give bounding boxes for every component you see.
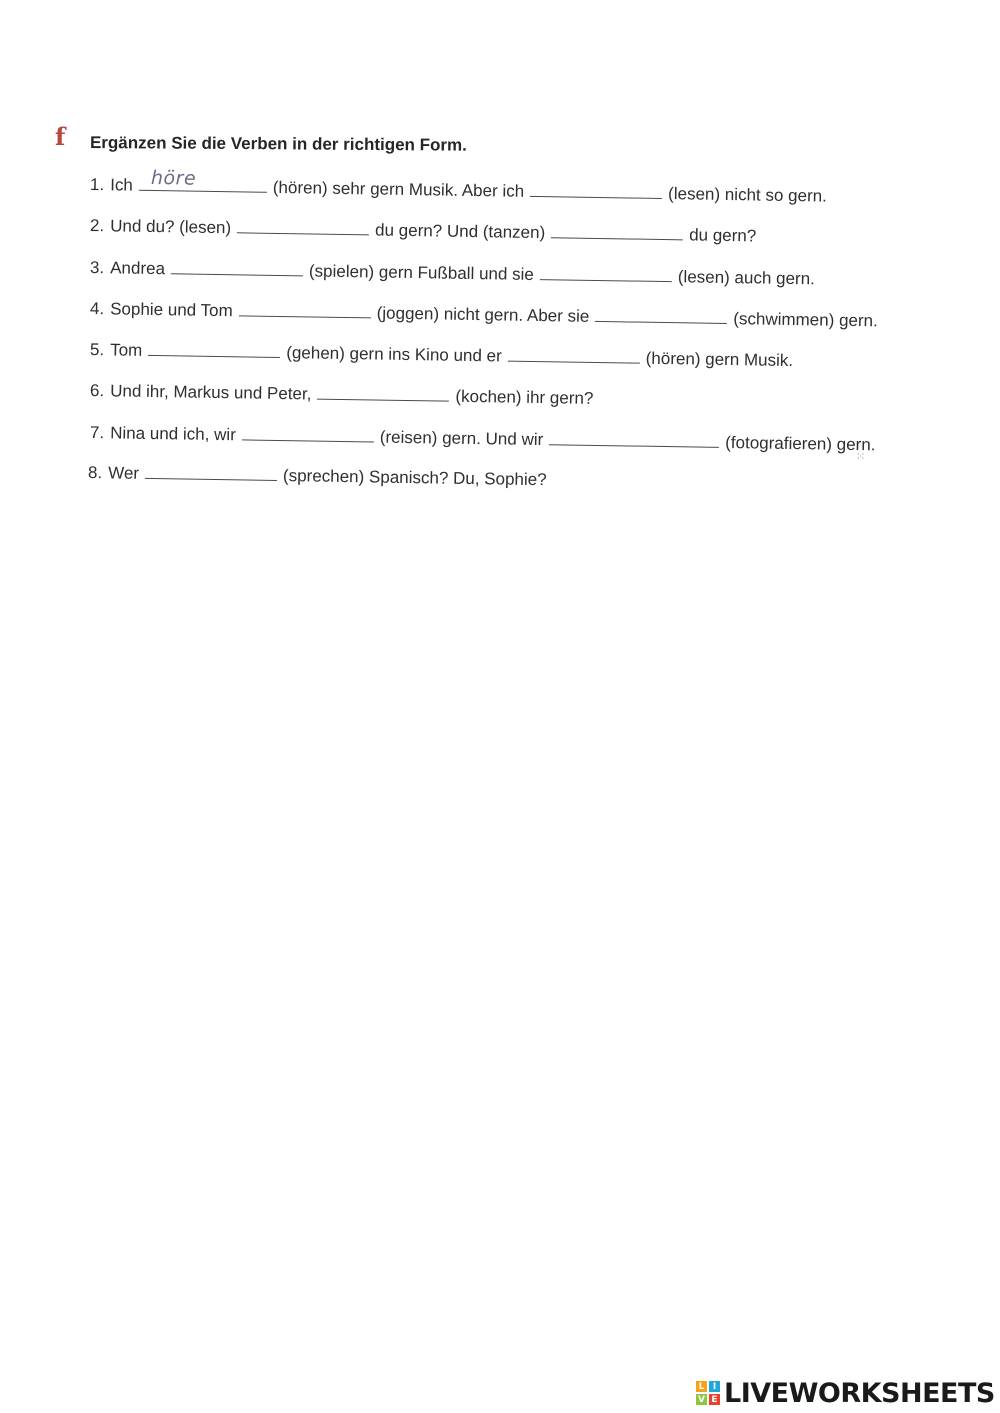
logo-mark-letter: L: [696, 1381, 707, 1392]
logo-mark-icon: [696, 1381, 720, 1405]
exercise-text: (hören) gern Musik.: [645, 348, 794, 371]
exercise-text: Und ihr, Markus und Peter,: [110, 381, 312, 404]
exercise-text: Ich: [110, 175, 134, 195]
exercise-text: (gehen) gern ins Kino und er: [286, 343, 502, 366]
answer-gap-3a[interactable]: [171, 257, 303, 276]
handwritten-answer: höre: [150, 166, 197, 190]
answer-gap-8a[interactable]: [145, 462, 277, 481]
exercise-item-5: [90, 338, 793, 371]
exercise-text: du gern? Und (tanzen): [374, 220, 546, 243]
exercise-text: Nina und ich, wir: [110, 423, 236, 445]
exercise-item-4: [90, 297, 878, 331]
exercise-text: (hören) sehr gern Musik. Aber ich: [272, 177, 525, 201]
exercise-number: 7.: [89, 423, 105, 443]
exercise-number: 1.: [89, 175, 105, 195]
scan-smudge: ⁙: [856, 451, 866, 463]
exercise-text: Andrea: [110, 258, 166, 279]
exercise-item-8: [88, 461, 547, 490]
logo-mark-letter: I: [709, 1381, 720, 1392]
answer-gap-6a[interactable]: [317, 383, 449, 402]
exercise-list: [0, 0, 1000, 600]
answer-gap-1b[interactable]: [530, 180, 662, 199]
exercise-item-1: [89, 166, 828, 207]
answer-gap-7a[interactable]: [242, 423, 374, 442]
logo-mark-letter: V: [696, 1394, 707, 1405]
answer-gap-2a[interactable]: [237, 216, 369, 235]
instruction-heading: Ergänzen Sie die Verben in der richtigen Form.: [89, 133, 467, 155]
exercise-item-3: [90, 256, 815, 289]
exercise-number: 8.: [87, 463, 103, 483]
exercise-item-2: [90, 214, 757, 246]
answer-gap-5b[interactable]: [508, 345, 640, 364]
exercise-text: (joggen) nicht gern. Aber sie: [376, 303, 590, 326]
exercise-text: (reisen) gern. Und wir: [379, 427, 544, 450]
answer-gap-1a[interactable]: [139, 166, 267, 193]
exercise-number: 4.: [89, 299, 105, 319]
answer-gap-5a[interactable]: [148, 339, 280, 358]
exercise-text: Wer: [108, 463, 140, 483]
exercise-text: (spielen) gern Fußball und sie: [308, 261, 535, 284]
exercise-item-6: [90, 379, 594, 409]
exercise-item-7: [90, 421, 876, 455]
exercise-number: 5.: [89, 340, 105, 360]
answer-gap-7b[interactable]: [549, 428, 719, 448]
logo-mark-letter: E: [709, 1394, 720, 1405]
logo-text: LIVEWORKSHEETS: [724, 1377, 995, 1409]
exercise-text: Tom: [110, 340, 143, 360]
exercise-number: 3.: [89, 258, 105, 278]
exercise-text: (fotografieren) gern.: [725, 432, 876, 455]
exercise-number: 6.: [89, 381, 105, 401]
exercise-text: (lesen) auch gern.: [677, 267, 816, 289]
exercise-text: Und du? (lesen): [110, 216, 232, 238]
section-letter: f: [55, 122, 66, 151]
exercise-text: (sprechen) Spanisch? Du, Sophie?: [282, 466, 547, 490]
exercise-text: (schwimmen) gern.: [733, 309, 878, 331]
answer-gap-4a[interactable]: [239, 299, 371, 318]
exercise-text: (kochen) ihr gern?: [455, 386, 594, 408]
answer-gap-2b[interactable]: [551, 221, 683, 240]
exercise-text: du gern?: [689, 225, 757, 246]
answer-gap-3b[interactable]: [540, 263, 672, 282]
exercise-text: (lesen) nicht so gern.: [667, 184, 828, 206]
liveworksheets-logo[interactable]: [696, 1378, 995, 1408]
answer-gap-4b[interactable]: [595, 305, 727, 324]
exercise-text: Sophie und Tom: [110, 299, 233, 321]
exercise-number: 2.: [89, 216, 105, 236]
